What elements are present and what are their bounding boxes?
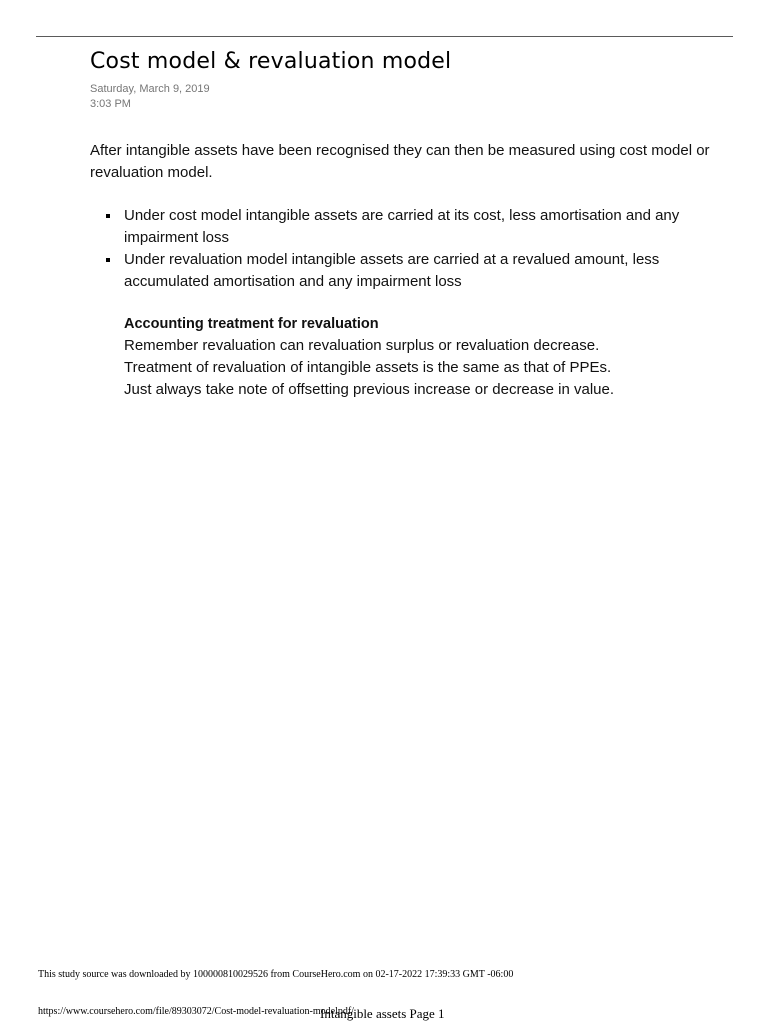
revaluation-section	[124, 313, 724, 401]
intro-paragraph: After intangible assets have been recognised they can then be measured using cost model or revaluation model.	[90, 142, 710, 181]
list-item	[106, 205, 706, 249]
top-divider	[36, 36, 733, 37]
download-source-note: This study source was downloaded by 100000810029526 from CourseHero.com on 02-17-2022 17:39:33 GMT -06:00	[38, 969, 514, 980]
page-title: Cost model & revaluation model	[90, 49, 452, 74]
section-body	[124, 335, 724, 401]
source-url-link[interactable]: https://www.coursehero.com/file/89303072/Cost-model-revaluation-modelpdf/	[38, 1006, 354, 1017]
section-line: Remember revaluation can revaluation surplus or revaluation decrease.	[124, 337, 600, 354]
page-date: Saturday, March 9, 2019	[90, 83, 210, 95]
bullet-square-icon	[106, 258, 110, 262]
list-item-text: Under revaluation model intangible assets are carried at a revalued amount, less accumulated amortisation and any impairment loss	[124, 251, 660, 290]
section-line: Treatment of revaluation of intangible assets is the same as that of PPEs.	[124, 359, 612, 376]
bullet-list	[106, 205, 706, 293]
bullet-square-icon	[106, 214, 110, 218]
section-heading: Accounting treatment for revaluation	[124, 316, 379, 332]
list-item-text: Under cost model intangible assets are carried at its cost, less amortisation and any impairment loss	[124, 207, 680, 246]
page-number-label: Intangible assets Page 1	[320, 1006, 445, 1021]
section-line: Just always take note of offsetting previous increase or decrease in value.	[124, 381, 614, 398]
list-item	[106, 249, 706, 293]
page-time: 3:03 PM	[90, 98, 131, 110]
